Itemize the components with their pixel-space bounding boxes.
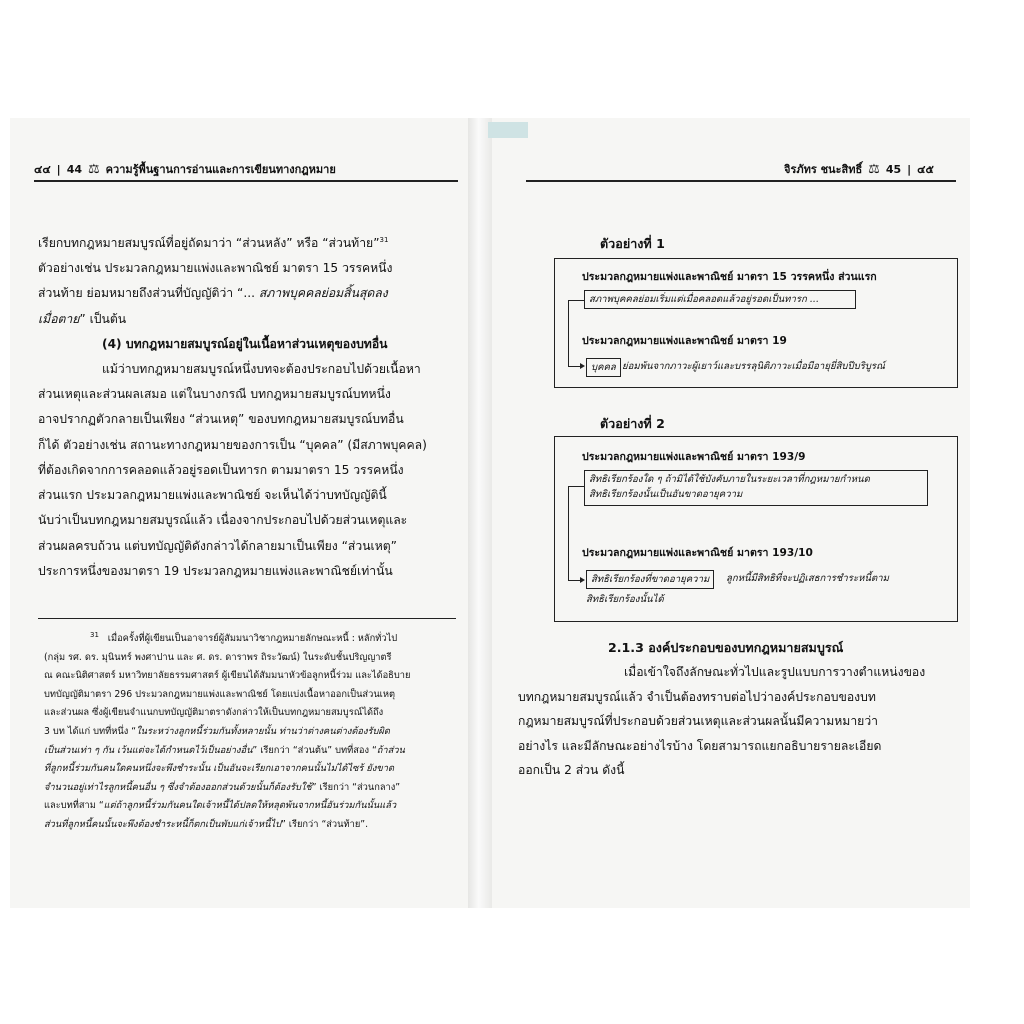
footnote-line: ที่ลูกหนี้ร่วมกันคนใดคนหนึ่งจะพึงชำระนั้น เป็นอันจะเรียกเอาจากคนนั้นไม่ได้ไซร้ ยังขาด bbox=[44, 763, 394, 775]
scales-of-justice-icon: ⚖ bbox=[88, 161, 100, 177]
footnote-line: ส่วนที่ลูกหนี้คนนั้นจะพึงต้องชำระหนี้ก็ตกเป็นพับแก่เจ้าหนี้ไป” เรียกว่า “ส่วนท้าย”. bbox=[44, 819, 369, 831]
left-thai-page-number: ๔๔ bbox=[34, 163, 51, 176]
example-2-statute-title-2: ประมวลกฎหมายแพ่งและพาณิชย์ มาตรา 193/10 bbox=[582, 547, 813, 559]
connector-line bbox=[568, 486, 569, 580]
body-line: นับว่าเป็นบทกฎหมายสมบูรณ์แล้ว เนื่องจากประกอบไปด้วยส่วนเหตุและ bbox=[38, 513, 408, 528]
body-line: แม้ว่าบทกฎหมายสมบูรณ์หนึ่งบทจะต้องประกอบไปด้วยเนื้อหา bbox=[102, 362, 421, 377]
body-line: ส่วนผลครบถ้วน แต่บทบัญญัติดังกล่าวได้กลายมาเป็นเพียง “ส่วนเหตุ” bbox=[38, 538, 397, 553]
example-2-provision-box: สิทธิเรียกร้องใด ๆ ถ้ามิได้ใช้บังคับภายในระยะเวลาที่กฎหมายกำหนด สิทธิเรียกร้องนั้นเป็นอันขาดอายุความ bbox=[584, 470, 928, 506]
section-heading: 2.1.3 องค์ประกอบของบทกฎหมายสมบูรณ์ bbox=[608, 640, 844, 655]
author-name: จิรภัทร ชนะสิทธิ์ bbox=[784, 163, 863, 176]
right-thai-page-number: ๔๕ bbox=[917, 163, 934, 176]
example-1-label: ตัวอย่างที่ 1 bbox=[600, 236, 665, 251]
page-tab-marker bbox=[488, 122, 528, 138]
boxed-term: บุคคล bbox=[586, 358, 621, 377]
body-line: บทกฎหมายสมบูรณ์แล้ว จำเป็นต้องทราบต่อไปว่าองค์ประกอบของบท bbox=[518, 689, 876, 704]
body-line: เรียกบทกฎหมายสมบูรณ์ที่อยู่ถัดมาว่า “ส่วนหลัง” หรือ “ส่วนท้าย”$^{31}$ bbox=[38, 236, 389, 251]
footnote-line: บทบัญญัติมาตรา 296 ประมวลกฎหมายแพ่งและพาณิชย์ โดยแบ่งเนื้อหาออกเป็นส่วนเหตุ bbox=[44, 688, 396, 700]
body-line: ที่ต้องเกิดจากการคลอดแล้วอยู่รอดเป็นทารก ตามมาตรา 15 วรรคหนึ่ง bbox=[38, 462, 404, 477]
right-body bbox=[518, 660, 926, 783]
body-line: ก็ได้ ตัวอย่างเช่น สถานะทางกฎหมายของการเป็น “บุคคล” (มีสภาพบุคคล) bbox=[38, 437, 427, 452]
footnote-line: และบทที่สาม “แต่ถ้าลูกหนี้ร่วมกันคนใดเจ้าหนี้ได้ปลดให้หลุดพ้นจากหนี้อันร่วมกันนั้นแล้ว bbox=[44, 800, 397, 812]
body-line: เมื่อตาย” เป็นต้น bbox=[38, 311, 127, 326]
scales-of-justice-icon: ⚖ bbox=[868, 161, 880, 177]
footnote-line: จำนวนอยู่เท่าไรลูกหนี้คนอื่น ๆ ซึ่งจำต้องออกส่วนด้วยนั้นก็ต้องรับใช้” เรียกว่า “ส่วนกลาง” bbox=[44, 781, 401, 793]
book-title: ความรู้พื้นฐานการอ่านและการเขียนทางกฎหมาย bbox=[105, 163, 336, 176]
example-1-statute-title: ประมวลกฎหมายแพ่งและพาณิชย์ มาตรา 15 วรรคหนึ่ง ส่วนแรก bbox=[582, 271, 877, 283]
example-2-provision-text: ลูกหนี้มีสิทธิที่จะปฏิเสธการชำระหนี้ตาม bbox=[726, 573, 889, 584]
arrow-icon bbox=[580, 577, 585, 583]
footnote-line: และส่วนผล ซึ่งผู้เขียนจำแนกบทบัญญัติมาตราดังกล่าวให้เป็นบทกฎหมายสมบูรณ์ได้ถึง bbox=[44, 707, 384, 719]
footnote-rule bbox=[38, 618, 456, 619]
body-line: ตัวอย่างเช่น ประมวลกฎหมายแพ่งและพาณิชย์ มาตรา 15 วรรคหนึ่ง bbox=[38, 261, 393, 276]
body-line: อย่างไร และมีลักษณะอย่างไรบ้าง โดยสามารถแยกอธิบายรายละเอียด bbox=[518, 738, 882, 753]
left-running-header bbox=[34, 160, 336, 178]
arrow-icon bbox=[580, 363, 585, 369]
right-page-number: 45 bbox=[885, 162, 902, 176]
connector-line bbox=[568, 300, 569, 366]
footnote: $^{31}$ เมื่อครั้งที่ผู้เขียนเป็นอาจารย์ผู้สัมมนาวิชากฎหมายลักษณะหนี้ : หลักทั่วไป (กลุ่ม รศ. ดร. มุนินทร์ พงศาปาน และ ศ. ดร. ดาราพร ถิระวัฒน์) ในระดับชั้นปริญญาตรี ณ คณะนิติศาสตร์ มหาวิทยาลัยธรรมศาสตร์ ผู้เขียนได้สัมมนาหัวข้อลูกหนี้ร่วม และได้อธิบาย บทบัญญัติมาตรา 296 ประมวลกฎหมายแพ่งและพาณิชย์ โดยแบ่งเนื้อหาออกเป็นส่วนเหตุ และส่วนผล ซึ่งผู้เขียนจำแนกบทบัญญัติมาตราดังกล่าวให้เป็นบทกฎหมายสมบูรณ์ได้ถึง 3 บท ได้แก่ บทที่หนึ่ง “ในระหว่างลูกหนี้ร่วมกันทั้งหลายนั้น ท่านว่าต่างคนต่างต้องรับผิด เป็นส่วนเท่า ๆ กัน เว้นแต่จะได้กำหนดไว้เป็นอย่างอื่น” เรียกว่า “ส่วนต้น” บทที่สอง “ถ้าส่วน ที่ลูกหนี้ร่วมกันคนใดคนหนึ่งจะพึงชำระนั้น เป็นอันจะเรียกเอาจากคนนั้นไม่ได้ไซร้ ยังขาด จำนวนอยู่เท่าไรลูกหนี้คนอื่น ๆ ซึ่งจำต้องออกส่วนด้วยนั้นก็ต้องรับใช้” เรียกว่า “ส่วนกลาง” และบทที่สาม “แต่ถ้าลูกหนี้ร่วมกันคนใดเจ้าหนี้ได้ปลดให้หลุดพ้นจากหนี้อันร่วมกันนั้นแล้ว ส่วนที่ลูกหนี้คนนั้นจะพึงต้องชำระหนี้ก็ตกเป็นพับแก่เจ้าหนี้ไป” เรียกว่า “ส่วนท้าย”. bbox=[44, 626, 462, 835]
example-2-provision-text-2: สิทธิเรียกร้องนั้นได้ bbox=[586, 594, 664, 605]
left-header-rule bbox=[34, 180, 458, 182]
footnote-line: เป็นส่วนเท่า ๆ กัน เว้นแต่จะได้กำหนดไว้เป็นอย่างอื่น” เรียกว่า “ส่วนต้น” บทที่สอง “ถ้าส่วน bbox=[44, 744, 405, 756]
example-2-label: ตัวอย่างที่ 2 bbox=[600, 416, 665, 431]
left-page-number: 44 bbox=[66, 162, 82, 176]
footnote-line: ณ คณะนิติศาสตร์ มหาวิทยาลัยธรรมศาสตร์ ผู้เขียนได้สัมมนาหัวข้อลูกหนี้ร่วม และได้อธิบาย bbox=[44, 670, 411, 682]
body-line: ส่วนท้าย ย่อมหมายถึงส่วนที่บัญญัติว่า “... สภาพบุคคลย่อมสิ้นสุดลง bbox=[38, 286, 388, 301]
footnote-ref: 31 bbox=[379, 236, 389, 244]
footnote-line: (กลุ่ม รศ. ดร. มุนินทร์ พงศาปาน และ ศ. ดร. ดาราพร ถิระวัฒน์) ในระดับชั้นปริญญาตรี bbox=[44, 651, 392, 663]
body-line: ส่วนเหตุและส่วนผลเสมอ แต่ในบางกรณี บทกฎหมายสมบูรณ์บทหนึ่ง bbox=[38, 387, 391, 402]
body-line: เมื่อเข้าใจถึงลักษณะทั่วไปและรูปแบบการวางตำแหน่งของ bbox=[624, 665, 926, 679]
right-running-header bbox=[784, 160, 934, 178]
left-body bbox=[38, 228, 427, 584]
body-line: กฎหมายสมบูรณ์ที่ประกอบด้วยส่วนเหตุและส่วนผลนั้นมีความหมายว่า bbox=[518, 714, 879, 729]
body-line: ออกเป็น 2 ส่วน ดังนี้ bbox=[518, 763, 625, 778]
connector-line bbox=[568, 580, 580, 581]
connector-line bbox=[568, 300, 584, 301]
example-1-provision-text: ย่อมพ้นจากภาวะผู้เยาว์และบรรลุนิติภาวะเมื่อมีอายุยี่สิบปีบริบูรณ์ bbox=[622, 361, 885, 372]
body-line: อาจปรากฏตัวกลายเป็นเพียง “ส่วนเหตุ” ของบทกฎหมายสมบูรณ์บทอื่น bbox=[38, 412, 404, 427]
example-1-statute-title-2: ประมวลกฎหมายแพ่งและพาณิชย์ มาตรา 19 bbox=[582, 335, 787, 347]
body-line: ส่วนแรก ประมวลกฎหมายแพ่งและพาณิชย์ จะเห็นได้ว่าบทบัญญัตินี้ bbox=[38, 488, 387, 503]
header-separator: | bbox=[907, 162, 912, 176]
subsection-heading: (4) บทกฎหมายสมบูรณ์อยู่ในเนื้อหาส่วนเหตุของบทอื่น bbox=[102, 336, 388, 351]
book-gutter bbox=[468, 118, 492, 908]
footnote-number: 31 bbox=[90, 631, 99, 639]
footnote-line: 3 บท ได้แก่ บทที่หนึ่ง “ในระหว่างลูกหนี้ร่วมกันทั้งหลายนั้น ท่านว่าต่างคนต่างต้องรับผิด bbox=[44, 726, 390, 738]
example-2-statute-title: ประมวลกฎหมายแพ่งและพาณิชย์ มาตรา 193/9 bbox=[582, 451, 806, 463]
right-header-rule bbox=[526, 180, 956, 182]
body-line: ประการหนึ่งของมาตรา 19 ประมวลกฎหมายแพ่งและพาณิชย์เท่านั้น bbox=[38, 563, 393, 578]
connector-line bbox=[568, 486, 584, 487]
example-1-provision-box: สภาพบุคคลย่อมเริ่มแต่เมื่อคลอดแล้วอยู่รอดเป็นทารก ... bbox=[584, 290, 856, 309]
boxed-phrase: สิทธิเรียกร้องที่ขาดอายุความ bbox=[586, 570, 714, 589]
header-separator: | bbox=[56, 162, 61, 176]
connector-line bbox=[568, 366, 580, 367]
